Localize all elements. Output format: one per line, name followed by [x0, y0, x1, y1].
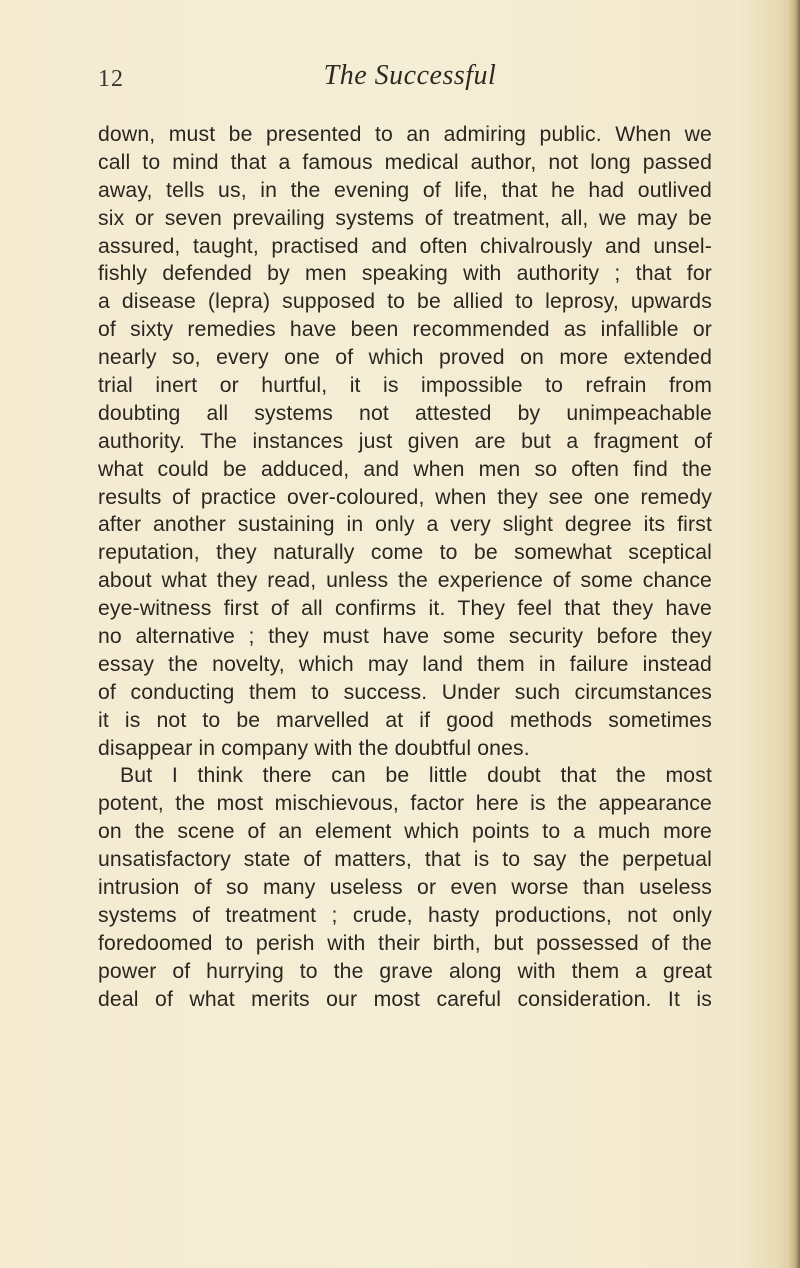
body-text: [98, 121, 712, 1014]
text-line: after another sustaining in only a very slight degree its first: [98, 513, 712, 537]
running-title: The Successful: [323, 60, 497, 91]
text-line: of conducting them to success. Under such circumstances: [98, 680, 712, 704]
text-line: down, must be presented to an admiring public. When we: [98, 123, 712, 146]
text-line: unsatisfactory state of matters, that is to say the perpetual: [98, 848, 712, 872]
text-line: assured, taught, practised and often chivalrously and unsel-: [98, 234, 712, 258]
text-line: intrusion of so many useless or even worse than useless: [98, 876, 712, 900]
text-line: foredoomed to perish with their birth, but possessed of the: [98, 931, 712, 955]
paragraph-start-line: But I think there can be little doubt that the most: [120, 764, 712, 788]
text-line: nearly so, every one of which proved on more extended: [98, 346, 712, 370]
text-line: no alternative ; they must have some security before they: [98, 625, 712, 649]
page-edge-shadow: [788, 0, 800, 1268]
text-line: of sixty remedies have been recommended as infallible or: [98, 318, 712, 342]
text-line: call to mind that a famous medical author, not long passed: [98, 150, 712, 174]
text-line: eye-witness first of all confirms it. They feel that they have: [98, 597, 712, 621]
paragraph-end-line: disappear in company with the doubtful ones.: [98, 736, 530, 760]
text-line: trial inert or hurtful, it is impossible to refrain from: [98, 374, 712, 398]
text-line: it is not to be marvelled at if good methods sometimes: [98, 708, 712, 732]
text-line: deal of what merits our most careful consideration. It is: [98, 987, 712, 1011]
text-line: doubting all systems not attested by unimpeachable: [98, 401, 712, 425]
text-line: potent, the most mischievous, factor here is the appearance: [98, 792, 712, 816]
text-line: power of hurrying to the grave along with them a great: [98, 959, 712, 983]
text-line: reputation, they naturally come to be somewhat sceptical: [98, 541, 712, 565]
text-line: away, tells us, in the evening of life, that he had outlived: [98, 178, 712, 202]
text-line: essay the novelty, which may land them in failure instead: [98, 652, 712, 676]
text-line: on the scene of an element which points to a much more: [98, 820, 712, 844]
text-line: what could be adduced, and when men so often find the: [98, 457, 712, 481]
text-line: systems of treatment ; crude, hasty productions, not only: [98, 903, 712, 927]
page-number: 12: [98, 66, 124, 92]
text-line: results of practice over-coloured, when they see one remedy: [98, 485, 712, 509]
text-line: fishly defended by men speaking with authority ; that for: [98, 262, 712, 286]
text-line: six or seven prevailing systems of treatment, all, we may be: [98, 206, 712, 230]
text-line: authority. The instances just given are but a fragment of: [98, 429, 712, 453]
page-header: [0, 60, 800, 100]
text-line: about what they read, unless the experience of some chance: [98, 569, 712, 593]
text-line: a disease (lepra) supposed to be allied to leprosy, upwards: [98, 290, 712, 314]
